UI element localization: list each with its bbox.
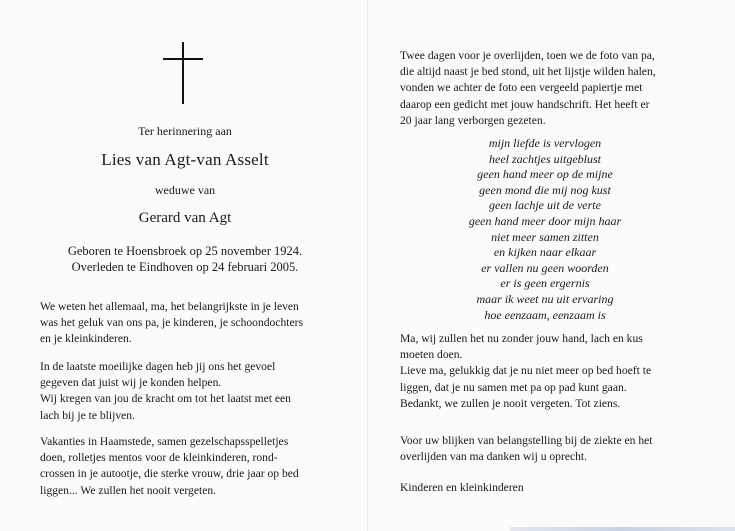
poem-line: er is geen ergernis: [500, 276, 590, 291]
poem-line: geen lachje uit de verte: [489, 198, 601, 213]
poem-line: mijn liefde is vervlogen: [488, 136, 602, 150]
death-line: Overleden te Eindhoven op 24 februari 2005.: [71, 260, 299, 274]
poem-line: er vallen nu geen woorden: [481, 260, 609, 275]
poem-line: en kijken naar elkaar: [493, 245, 597, 260]
card-fold-line: [367, 0, 368, 531]
left-paragraph-1: [40, 299, 336, 348]
text-line: Lieve ma, gelukkig dat je nu niet meer op bed hoeft te: [400, 364, 652, 378]
text-line: Wij kregen van jou de kracht om tot het laatst met een: [40, 392, 291, 406]
poem-line: hoe eenzaam, eenzaam is: [484, 307, 606, 322]
widow-of-label: weduwe van: [154, 183, 216, 197]
deceased-name: Lies van Agt-van Asselt: [101, 150, 269, 169]
signature-text: Kinderen en kleinkinderen: [400, 481, 524, 494]
poem-line: geen hand meer op de mijne: [477, 167, 613, 182]
text-line: Bedankt, we zullen je nooit vergeten. Tot ziens.: [400, 396, 621, 410]
text-line: Voor uw blijken van belangstelling bij de ziekte en het: [400, 434, 653, 447]
text-line: We weten het allemaal, ma, het belangrijkste in je leven: [40, 300, 299, 313]
text-line: en je kleinkinderen.: [40, 332, 132, 346]
spouse-name: Gerard van Agt: [138, 210, 232, 226]
text-line: was het geluk van ons pa, je kinderen, je schoondochters: [40, 316, 304, 330]
poem-line: niet meer samen zitten: [491, 229, 599, 244]
text-line: liggen... We zullen het nooit vergeten.: [40, 483, 217, 497]
poem-line: geen hand meer door mijn haar: [468, 213, 622, 228]
text-line: In de laatste moeilijke dagen heb jij ons het gevoel: [40, 360, 276, 373]
text-line: moeten doen.: [400, 348, 463, 362]
text-line: overlijden van ma danken wij u oprecht.: [400, 450, 588, 464]
text-line: lach bij je te blijven.: [40, 408, 135, 422]
text-line: Ma, wij zullen het nu zonder jouw hand, lach en kus: [400, 332, 643, 345]
right-paragraph-2: [400, 433, 690, 465]
text-line: vonden we achter de foto een vergeeld papiertje met: [400, 81, 643, 95]
text-line: daarop een gedicht met jouw handschrift. Het heeft er: [400, 97, 650, 111]
cross-icon: [163, 42, 203, 104]
text-line: 20 jaar lang verborgen gezeten.: [400, 113, 546, 127]
text-line: crossen in je autootje, die sterke vrouw, drie jaar op bed: [40, 467, 299, 481]
text-line: gegeven dat juist wij je konden helpen.: [40, 376, 222, 390]
text-line: die altijd naast je bed stond, uit het lijstje wilden halen,: [400, 65, 656, 79]
text-line: Twee dagen voor je overlijden, toen we de foto van pa,: [400, 49, 655, 62]
left-paragraph-2: [40, 359, 336, 424]
signature: [400, 480, 690, 496]
text-line: Vakanties in Haamstede, samen gezelschapsspelletjes: [40, 435, 289, 448]
poem: [400, 136, 690, 323]
left-paragraph-3: [40, 434, 336, 499]
poem-line: maar ik weet nu uit ervaring: [476, 291, 614, 306]
right-intro: [400, 48, 690, 129]
text-line: liggen, dat je nu samen met pa op pad kunt gaan.: [400, 380, 627, 394]
right-paragraph-1: [400, 331, 690, 412]
bottom-edge-strip: [510, 527, 735, 531]
poem-line: geen mond die mij nog kust: [479, 182, 611, 197]
text-line: doen, rolletjes mentos voor de kleinkinderen, rond-: [40, 451, 278, 465]
in-memory-heading: Ter herinnering aan: [138, 124, 232, 138]
birth-line: Geboren te Hoensbroek op 25 november 1924.: [67, 244, 303, 258]
poem-line: heel zachtjes uitgeblust: [489, 151, 601, 166]
